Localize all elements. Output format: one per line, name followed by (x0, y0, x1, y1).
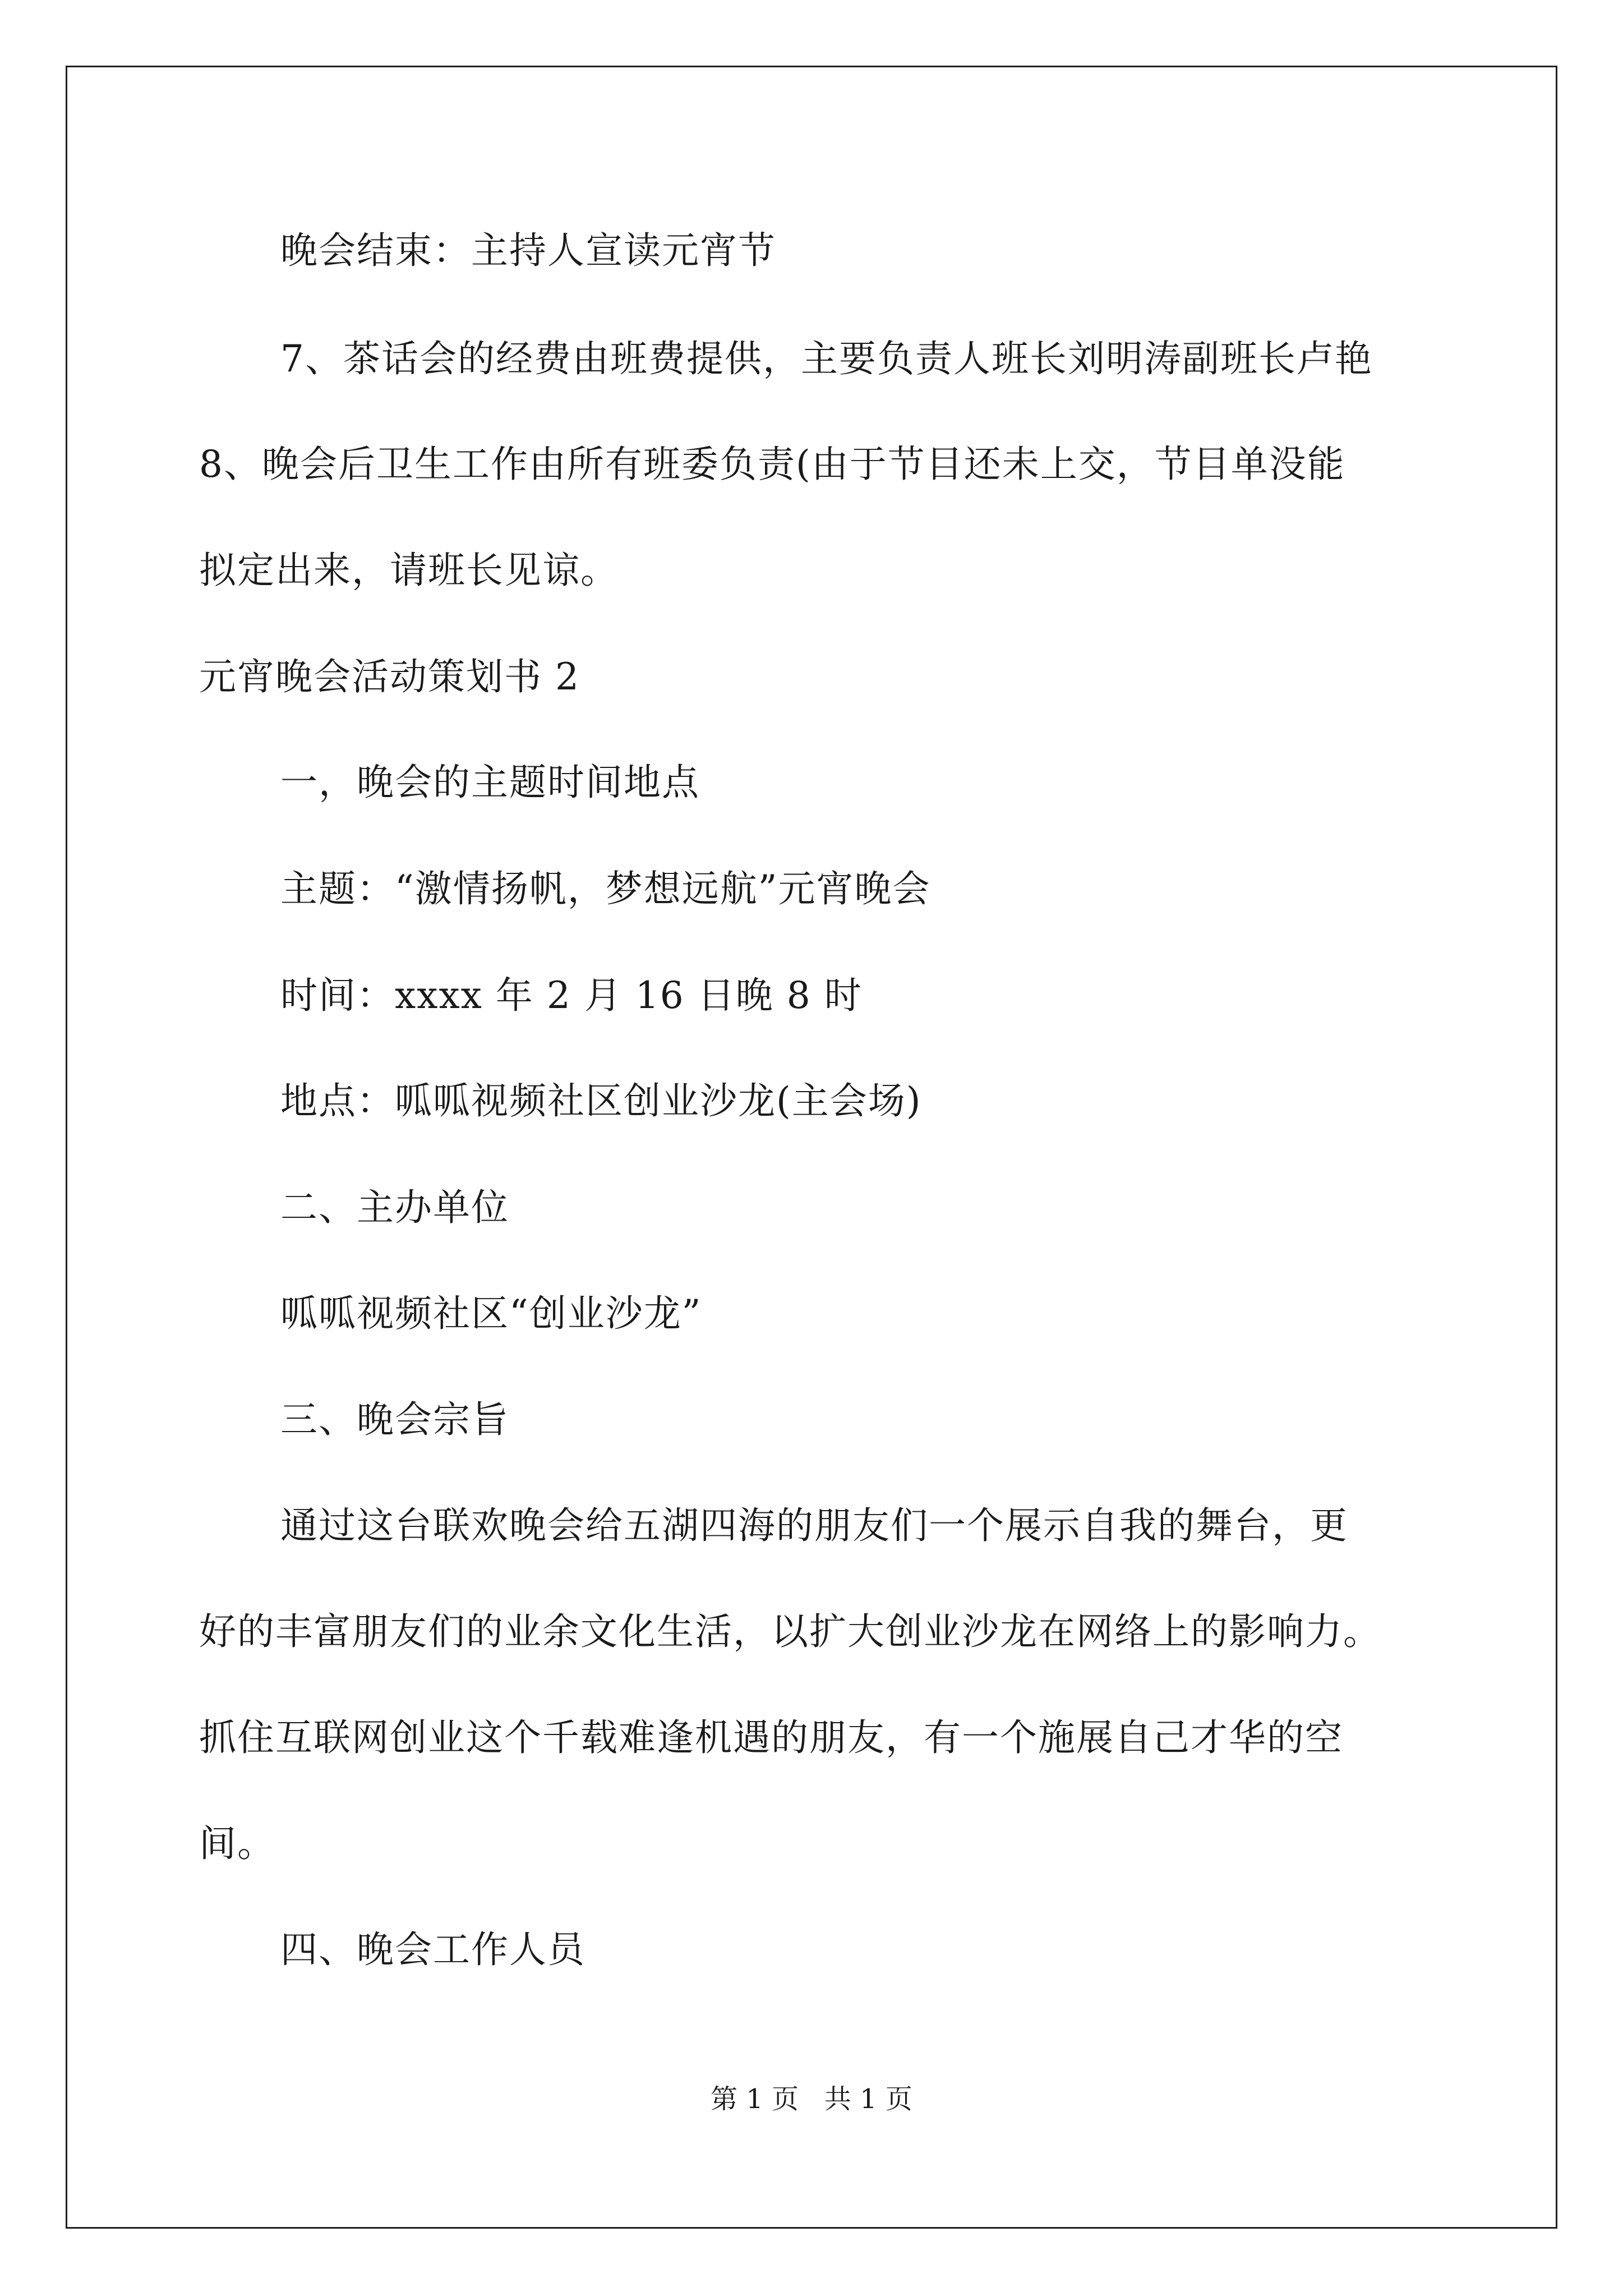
text-line-theme: 主题：“激情扬帆，梦想远航”元宵晚会 (280, 867, 931, 910)
text-line-purpose-2: 好的丰富朋友们的业余文化生活，以扩大创业沙龙在网络上的影响力。 (199, 1610, 1381, 1653)
text-line-purpose-4: 间。 (199, 1822, 275, 1865)
text-line-organizer: 呱呱视频社区“创业沙龙” (280, 1292, 702, 1335)
text-line-closing: 晚会结束：主持人宣读元宵节 (280, 229, 776, 272)
text-line-item-7: 7、茶话会的经费由班费提供，主要负责人班长刘明涛副班长卢艳 (280, 337, 1373, 380)
heading-theme-time-place: 一，晚会的主题时间地点 (280, 761, 700, 804)
text-line-item-8-cont: 拟定出来，请班长见谅。 (199, 549, 619, 592)
text-line-item-8: 8、晚会后卫生工作由所有班委负责(由于节目还未上交，节目单没能 (199, 443, 1345, 486)
text-line-time: 时间：xxxx 年 2 月 16 日晚 8 时 (280, 974, 863, 1017)
heading-purpose: 三、晚会宗旨 (280, 1398, 509, 1441)
text-line-purpose-1: 通过这台联欢晚会给五湖四海的朋友们一个展示自我的舞台，更 (280, 1504, 1348, 1547)
page-footer: 第 1 页 共 1 页 (711, 2083, 912, 2115)
text-line-purpose-3: 抓住互联网创业这个千载难逢机遇的朋友，有一个施展自己才华的空 (199, 1716, 1343, 1759)
text-line-place: 地点：呱呱视频社区创业沙龙(主会场) (280, 1079, 922, 1122)
section-title: 元宵晚会活动策划书 2 (199, 655, 580, 698)
heading-staff: 四、晚会工作人员 (280, 1928, 585, 1971)
page-border (66, 66, 1557, 2229)
heading-organizer: 二、主办单位 (280, 1186, 509, 1229)
